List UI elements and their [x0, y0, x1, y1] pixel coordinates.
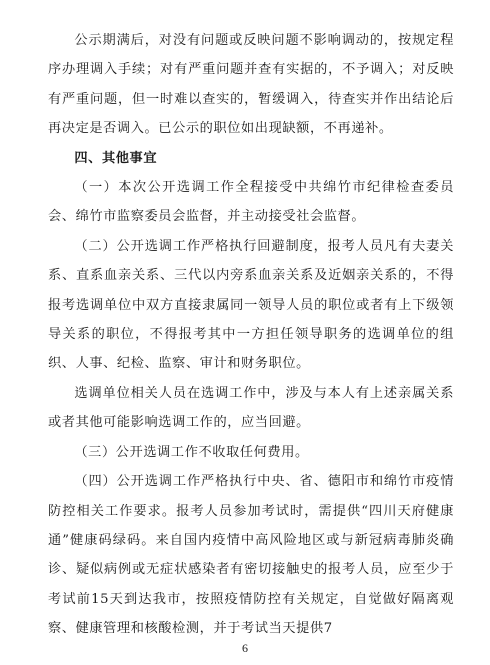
paragraph-staff-avoidance: 选调单位相关人员在选调工作中，涉及与本人有上述亲属关系或者其他可能影响选调工作的，应当回避。: [48, 385, 454, 431]
section-heading-other-matters: 四、其他事宜: [74, 150, 158, 166]
page-number: 6: [242, 641, 248, 655]
document-body: [48, 26, 454, 644]
paragraph-avoidance-system: （二）公开选调工作严格执行回避制度，报考人员凡有夫妻关系、直系血亲关系、三代以内旁系血亲关系及近姻亲关系的，不得报考选调单位中双方直接隶属同一领导人员的职位或者有上下级领导关系的职位，不得报考其中一方担任领导职务的选调单位的组织、人事、纪检、监察、审计和财务职位。: [48, 238, 454, 372]
paragraph-supervision: （一）本次公开选调工作全程接受中共绵竹市纪律检查委员会、绵竹市监察委员会监督，并主动接受社会监督。: [48, 180, 454, 225]
paragraph-epidemic-control: （四）公开选调工作严格执行中央、省、德阳市和绵竹市疫情防控相关工作要求。报考人员参加考试时，需提供“四川天府健康通”健康码绿码。来自国内疫情中高风险地区或与新冠病毒肺炎确诊、疑似病例或无症状感染者有密切接触史的报考人员，应至少于考试前15天到达我市，按照疫情防控有关规定，自觉做好隔离观察、健康管理和核酸检测，并于考试当天提供7: [48, 474, 454, 637]
paragraph-publicity-result: 公示期满后，对没有问题或反映问题不影响调动的，按规定程序办理调入手续；对有严重问题并查有实据的，不予调入；对反映有严重问题，但一时难以查实的，暂缓调入，待查实并作出结论后再决定是否调入。已公示的职位如出现缺额，不再递补。: [48, 33, 454, 137]
paragraph-no-fees: （三）公开选调工作不收取任何费用。: [74, 444, 309, 460]
